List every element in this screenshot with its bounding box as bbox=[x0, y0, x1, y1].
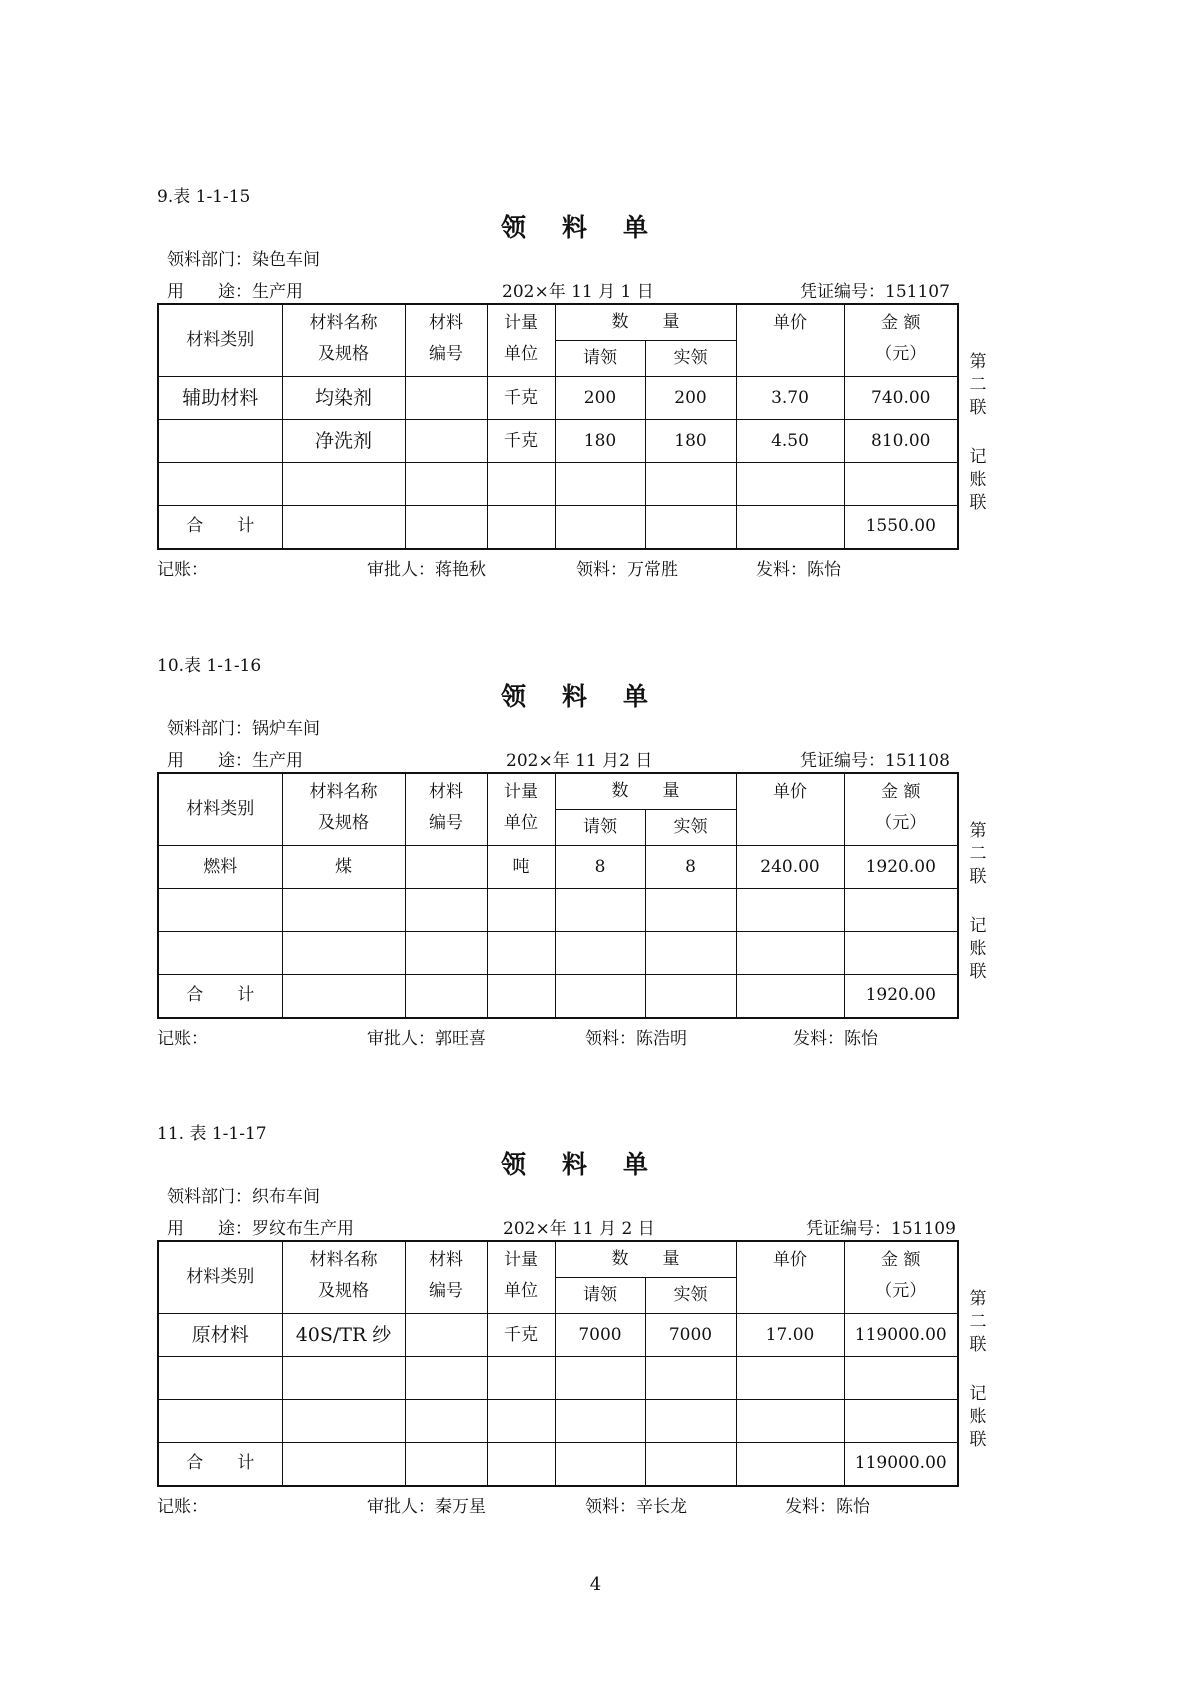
header-code bbox=[405, 773, 487, 846]
form-caption: 10.表 1-1-16 bbox=[157, 656, 262, 676]
dept-line bbox=[167, 245, 320, 270]
side-char: 账 bbox=[969, 470, 987, 490]
voucher-label: 凭证编号： bbox=[806, 1219, 891, 1239]
header-code-l2: 编号 bbox=[429, 1281, 463, 1301]
cell-req bbox=[555, 889, 645, 932]
table-row bbox=[158, 420, 958, 463]
header-unit-l1: 计量 bbox=[504, 1250, 538, 1270]
header-amount bbox=[844, 773, 958, 846]
dept-value: 锅炉车间 bbox=[252, 719, 320, 739]
cell-amount bbox=[844, 1400, 958, 1443]
side-char: 第 bbox=[969, 821, 987, 841]
cell-amount: 1920.00 bbox=[844, 846, 958, 889]
side-char: 联 bbox=[969, 1335, 987, 1355]
cell-empty bbox=[405, 1443, 487, 1486]
cell-act bbox=[645, 889, 736, 932]
cell-code bbox=[405, 1314, 487, 1357]
cell-price: 240.00 bbox=[736, 846, 844, 889]
title-char: 料 bbox=[562, 1150, 590, 1179]
header-name bbox=[282, 1241, 405, 1314]
use-line bbox=[167, 277, 303, 302]
header-req: 请领 bbox=[555, 810, 645, 846]
footer-approver: 审批人：郭旺喜 bbox=[367, 1029, 486, 1049]
header-code bbox=[405, 1241, 487, 1314]
cell-unit: 千克 bbox=[487, 420, 555, 463]
side-char: 联 bbox=[969, 867, 987, 887]
footer-receiver: 领料：辛长龙 bbox=[585, 1497, 687, 1517]
side-char: 联 bbox=[969, 398, 987, 418]
dept-label: 领料部门： bbox=[167, 250, 252, 270]
side-char: 二 bbox=[969, 1312, 987, 1332]
total-row bbox=[158, 1443, 958, 1486]
header-unit bbox=[487, 304, 555, 377]
cell-name bbox=[282, 1357, 405, 1400]
footer-approver: 审批人：秦万星 bbox=[367, 1497, 486, 1517]
use-line bbox=[167, 1214, 354, 1239]
side-char: 第 bbox=[969, 352, 987, 372]
cell-category: 原材料 bbox=[158, 1314, 282, 1357]
side-char: 第 bbox=[969, 1289, 987, 1309]
cell-price bbox=[736, 1400, 844, 1443]
header-name bbox=[282, 304, 405, 377]
header-name bbox=[282, 773, 405, 846]
table-row bbox=[158, 377, 958, 420]
cell-req bbox=[555, 1400, 645, 1443]
cell-price bbox=[736, 1357, 844, 1400]
header-amount-l2: （元） bbox=[875, 813, 927, 833]
header-code-l2: 编号 bbox=[429, 813, 463, 833]
cell-req: 180 bbox=[555, 420, 645, 463]
header-unit bbox=[487, 773, 555, 846]
cell-unit: 千克 bbox=[487, 1314, 555, 1357]
table-row bbox=[158, 889, 958, 932]
side-char: 记 bbox=[969, 916, 987, 936]
cell-name: 煤 bbox=[282, 846, 405, 889]
voucher-label: 凭证编号： bbox=[800, 751, 885, 771]
header-req: 请领 bbox=[555, 1278, 645, 1314]
side-char: 账 bbox=[969, 1407, 987, 1427]
cell-amount bbox=[844, 1357, 958, 1400]
footer-approver: 审批人：蒋艳秋 bbox=[367, 560, 486, 580]
cell-amount: 740.00 bbox=[844, 377, 958, 420]
footer-issuer: 发料：陈怡 bbox=[793, 1029, 878, 1049]
cell-empty bbox=[736, 1443, 844, 1486]
cell-price: 17.00 bbox=[736, 1314, 844, 1357]
cell-price: 4.50 bbox=[736, 420, 844, 463]
title-char: 单 bbox=[623, 682, 651, 711]
footer-bookkeeper: 记账： bbox=[157, 1497, 208, 1517]
cell-req: 7000 bbox=[555, 1314, 645, 1357]
title-char: 单 bbox=[623, 213, 651, 242]
cell-category bbox=[158, 1357, 282, 1400]
cell-empty bbox=[555, 1443, 645, 1486]
dept-label: 领料部门： bbox=[167, 1187, 252, 1207]
voucher-line bbox=[800, 746, 950, 771]
form-caption: 11. 表 1-1-17 bbox=[157, 1124, 267, 1144]
cell-code bbox=[405, 420, 487, 463]
cell-act bbox=[645, 1357, 736, 1400]
use-label: 用 途： bbox=[167, 282, 252, 302]
use-label: 用 途： bbox=[167, 751, 252, 771]
use-value: 生产用 bbox=[252, 751, 303, 771]
cell-amount: 119000.00 bbox=[844, 1314, 958, 1357]
cell-act: 8 bbox=[645, 846, 736, 889]
cell-price: 3.70 bbox=[736, 377, 844, 420]
header-unit-l1: 计量 bbox=[504, 782, 538, 802]
cell-unit: 千克 bbox=[487, 377, 555, 420]
cell-code bbox=[405, 1400, 487, 1443]
voucher-value: 151109 bbox=[891, 1219, 956, 1239]
title-char: 领 bbox=[501, 1150, 529, 1179]
cell-category: 燃料 bbox=[158, 846, 282, 889]
cell-name bbox=[282, 1400, 405, 1443]
title-char: 领 bbox=[501, 682, 529, 711]
header-qty: 数 量 bbox=[555, 304, 736, 341]
requisition-form-1 bbox=[0, 0, 1191, 580]
header-amount bbox=[844, 304, 958, 377]
cell-price bbox=[736, 889, 844, 932]
cell-empty bbox=[487, 1443, 555, 1486]
header-amount-l2: （元） bbox=[875, 1281, 927, 1301]
dept-value: 织布车间 bbox=[252, 1187, 320, 1207]
form-title bbox=[501, 208, 651, 244]
form-title bbox=[501, 677, 651, 713]
header-name-l2: 及规格 bbox=[318, 1281, 369, 1301]
cell-category: 辅助材料 bbox=[158, 377, 282, 420]
use-label: 用 途： bbox=[167, 1219, 252, 1239]
cell-unit bbox=[487, 1400, 555, 1443]
side-char: 联 bbox=[969, 1430, 987, 1450]
header-act: 实领 bbox=[645, 341, 736, 377]
cell-act bbox=[645, 1400, 736, 1443]
header-unit-l2: 单位 bbox=[504, 813, 538, 833]
header-name-l1: 材料名称 bbox=[309, 1250, 378, 1270]
total-amount: 1550.00 bbox=[844, 506, 958, 549]
table-row bbox=[158, 846, 958, 889]
header-code-l1: 材料 bbox=[429, 782, 463, 802]
copy-label-top bbox=[967, 351, 989, 420]
header-unit-l2: 单位 bbox=[504, 344, 538, 364]
voucher-line bbox=[800, 277, 950, 302]
copy-label-bottom bbox=[967, 1383, 989, 1452]
total-amount: 1920.00 bbox=[844, 975, 958, 1018]
dept-value: 染色车间 bbox=[252, 250, 320, 270]
footer-receiver: 领料：陈浩明 bbox=[585, 1029, 687, 1049]
total-amount: 119000.00 bbox=[844, 1443, 958, 1486]
header-price: 单价 bbox=[736, 773, 844, 846]
header-name-l2: 及规格 bbox=[318, 813, 369, 833]
voucher-line bbox=[806, 1214, 956, 1239]
footer-issuer: 发料：陈怡 bbox=[756, 560, 841, 580]
cell-code bbox=[405, 889, 487, 932]
header-category: 材料类别 bbox=[158, 304, 282, 377]
header-code-l1: 材料 bbox=[429, 1250, 463, 1270]
total-label: 合 计 bbox=[158, 975, 282, 1018]
page-number: 4 bbox=[589, 1574, 602, 1595]
voucher-value: 151108 bbox=[885, 751, 950, 771]
footer-issuer: 发料：陈怡 bbox=[785, 1497, 870, 1517]
header-code-l2: 编号 bbox=[429, 344, 463, 364]
header-act: 实领 bbox=[645, 810, 736, 846]
copy-label-top bbox=[967, 820, 989, 889]
cell-unit bbox=[487, 889, 555, 932]
table-row bbox=[158, 1357, 958, 1400]
header-amount-l1: 金 额 bbox=[881, 782, 921, 802]
header-act: 实领 bbox=[645, 1278, 736, 1314]
side-char: 联 bbox=[969, 493, 987, 513]
cell-category bbox=[158, 420, 282, 463]
side-char: 二 bbox=[969, 375, 987, 395]
total-label: 合 计 bbox=[158, 506, 282, 549]
requisition-table bbox=[157, 1240, 959, 1487]
cell-act: 200 bbox=[645, 377, 736, 420]
header-price: 单价 bbox=[736, 304, 844, 377]
form-date: 202×年 11 月2 日 bbox=[506, 751, 653, 771]
cell-name: 净洗剂 bbox=[282, 420, 405, 463]
header-unit-l1: 计量 bbox=[504, 313, 538, 333]
total-label: 合 计 bbox=[158, 1443, 282, 1486]
header-name-l1: 材料名称 bbox=[309, 313, 378, 333]
footer-receiver: 领料：万常胜 bbox=[576, 560, 678, 580]
dept-line bbox=[167, 1182, 320, 1207]
side-char: 联 bbox=[969, 962, 987, 982]
side-char: 二 bbox=[969, 844, 987, 864]
requisition-form-2 bbox=[0, 469, 1191, 1049]
header-category: 材料类别 bbox=[158, 1241, 282, 1314]
use-value: 生产用 bbox=[252, 282, 303, 302]
cell-amount bbox=[844, 889, 958, 932]
header-amount-l1: 金 额 bbox=[881, 313, 921, 333]
header-code bbox=[405, 304, 487, 377]
use-line bbox=[167, 746, 303, 771]
header-amount-l2: （元） bbox=[875, 344, 927, 364]
header-unit bbox=[487, 1241, 555, 1314]
header-category: 材料类别 bbox=[158, 773, 282, 846]
cell-unit: 吨 bbox=[487, 846, 555, 889]
form-date: 202×年 11 月 2 日 bbox=[503, 1219, 655, 1239]
side-char: 记 bbox=[969, 1384, 987, 1404]
side-char: 记 bbox=[969, 447, 987, 467]
cell-empty bbox=[282, 1443, 405, 1486]
form-caption: 9.表 1-1-15 bbox=[157, 187, 251, 207]
cell-name bbox=[282, 889, 405, 932]
table-row bbox=[158, 1314, 958, 1357]
header-amount-l1: 金 额 bbox=[881, 1250, 921, 1270]
cell-amount: 810.00 bbox=[844, 420, 958, 463]
header-name-l2: 及规格 bbox=[318, 344, 369, 364]
header-price: 单价 bbox=[736, 1241, 844, 1314]
side-char: 账 bbox=[969, 939, 987, 959]
cell-act: 7000 bbox=[645, 1314, 736, 1357]
copy-label-top bbox=[967, 1288, 989, 1357]
header-req: 请领 bbox=[555, 341, 645, 377]
header-name-l1: 材料名称 bbox=[309, 782, 378, 802]
title-char: 单 bbox=[623, 1150, 651, 1179]
dept-line bbox=[167, 714, 320, 739]
header-qty: 数 量 bbox=[555, 1241, 736, 1278]
cell-name: 40S/TR 纱 bbox=[282, 1314, 405, 1357]
cell-code bbox=[405, 377, 487, 420]
cell-empty bbox=[645, 1443, 736, 1486]
header-unit-l2: 单位 bbox=[504, 1281, 538, 1301]
dept-label: 领料部门： bbox=[167, 719, 252, 739]
cell-name: 均染剂 bbox=[282, 377, 405, 420]
footer-bookkeeper: 记账： bbox=[157, 1029, 208, 1049]
cell-code bbox=[405, 1357, 487, 1400]
voucher-value: 151107 bbox=[885, 282, 950, 302]
cell-act: 180 bbox=[645, 420, 736, 463]
requisition-form-3 bbox=[0, 937, 1191, 1517]
header-amount bbox=[844, 1241, 958, 1314]
cell-req bbox=[555, 1357, 645, 1400]
cell-req: 200 bbox=[555, 377, 645, 420]
form-date: 202×年 11 月 1 日 bbox=[502, 282, 654, 302]
cell-unit bbox=[487, 1357, 555, 1400]
cell-category bbox=[158, 1400, 282, 1443]
header-code-l1: 材料 bbox=[429, 313, 463, 333]
form-title bbox=[501, 1145, 651, 1181]
cell-category bbox=[158, 889, 282, 932]
cell-req: 8 bbox=[555, 846, 645, 889]
title-char: 领 bbox=[501, 213, 529, 242]
use-value: 罗纹布生产用 bbox=[252, 1219, 354, 1239]
cell-code bbox=[405, 846, 487, 889]
header-qty: 数 量 bbox=[555, 773, 736, 810]
voucher-label: 凭证编号： bbox=[800, 282, 885, 302]
title-char: 料 bbox=[562, 682, 590, 711]
footer-bookkeeper: 记账： bbox=[157, 560, 208, 580]
title-char: 料 bbox=[562, 213, 590, 242]
table-row bbox=[158, 1400, 958, 1443]
